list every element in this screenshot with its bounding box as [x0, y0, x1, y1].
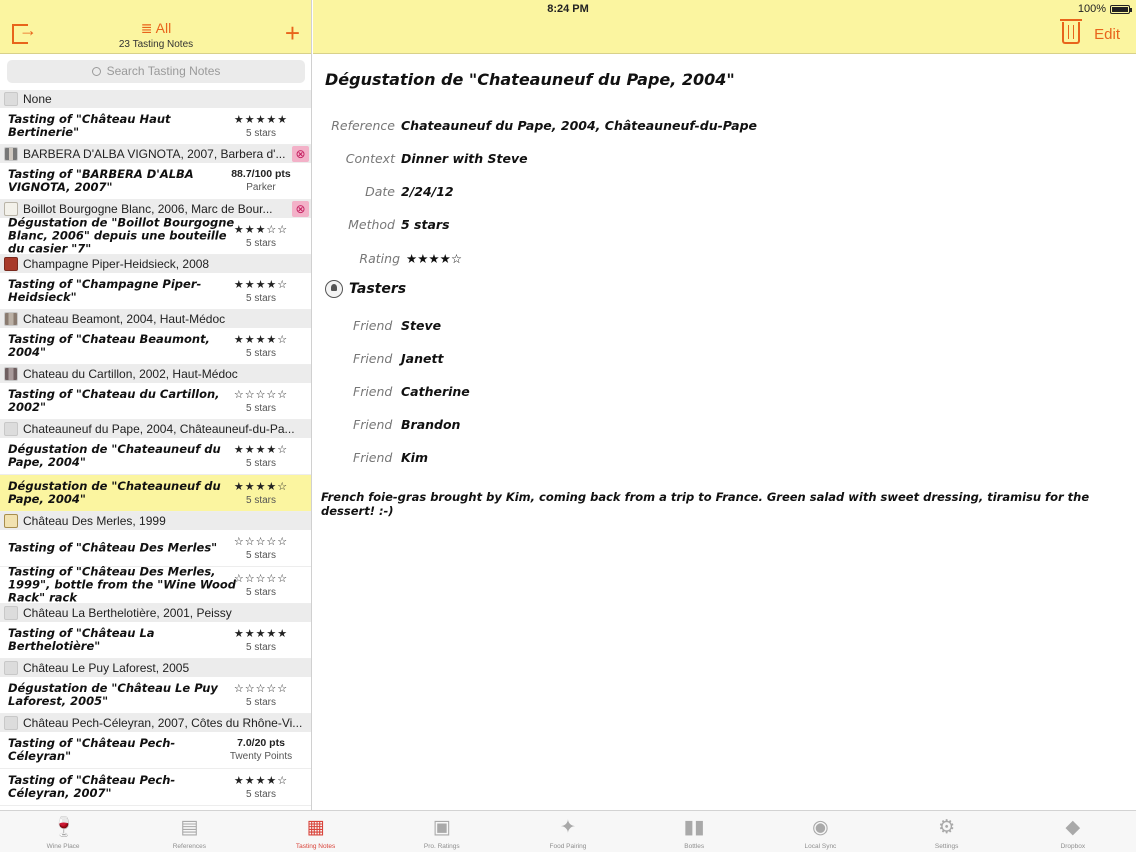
section-title: Château La Berthelotière, 2001, Peissy [23, 606, 232, 620]
rating-block [226, 168, 296, 193]
tasting-note-title: Tasting of "Chateau Beaumont, 2004" [8, 332, 210, 359]
section-header [0, 310, 312, 328]
tasting-note-title: Tasting of "Château Pech-Céleyran" [8, 736, 176, 763]
field-method[interactable] [325, 217, 450, 232]
tab-references[interactable] [126, 811, 252, 852]
field-label: Date [365, 184, 395, 199]
arrow-right-icon: → [19, 20, 37, 40]
friend-label: Friend [353, 318, 393, 333]
tasting-note-row[interactable] [0, 677, 312, 714]
section-title: Boillot Bourgogne Blanc, 2006, Marc de Bour... [23, 202, 273, 216]
section-title: None [23, 92, 52, 106]
tab-label: Dropbox [1060, 843, 1086, 850]
tasting-note-title: Dégustation de "Château Le Puy Laforest, 2005" [8, 681, 218, 708]
tab-bottles[interactable] [631, 811, 757, 852]
rating-method: 5 stars [245, 697, 276, 708]
rating-stars: ★★★★☆ [233, 480, 289, 493]
tasting-note-row[interactable] [0, 328, 312, 365]
pro-ratings-icon: ▣ [432, 817, 451, 838]
filter-label: All [155, 20, 172, 36]
tab-label: Wine Place [46, 843, 80, 850]
friend-name: Kim [401, 450, 428, 465]
field-date[interactable] [325, 184, 454, 199]
field-value: 2/24/12 [401, 184, 454, 199]
tasting-note-title: Tasting of "Chateau du Cartillon, 2002" [8, 387, 220, 414]
rating-stars: ★★★★★ [233, 113, 289, 126]
rating-stars: ☆☆☆☆☆ [233, 388, 289, 401]
section-header [0, 659, 312, 677]
field-value: 5 stars [401, 217, 450, 232]
wine-thumbnail [4, 661, 18, 675]
tasting-note-title: Tasting of "BARBERA D'ALBA VIGNOTA, 2007" [8, 167, 194, 194]
rating-method: 5 stars [245, 458, 276, 469]
rating-block [226, 223, 296, 249]
tab-local-sync[interactable] [757, 811, 883, 852]
section-title: Château Des Merles, 1999 [23, 514, 166, 528]
tasting-note-row[interactable] [0, 622, 312, 659]
wine-thumbnail [4, 422, 18, 436]
tab-label: References [172, 843, 206, 850]
tasting-note-row[interactable] [0, 108, 312, 145]
tasting-note-title: Dégustation de "Chateauneuf du Pape, 2004" [8, 479, 221, 506]
tasting-note-title: Dégustation de "Boillot Bourgogne Blanc, 2006" depuis une bouteille du casier "7" [8, 215, 235, 256]
rating-block [226, 682, 296, 708]
tasting-note-row[interactable] [0, 769, 312, 806]
tab-wine-place[interactable] [0, 811, 126, 852]
rating-stars: ★★★★☆ [233, 443, 289, 456]
tasting-note-row[interactable] [0, 564, 312, 605]
section-header [0, 604, 312, 622]
rating-score: 88.7/100 pts [231, 168, 291, 180]
section-header [0, 145, 312, 163]
tasting-note-title: Tasting of "Château La Berthelotière" [8, 626, 155, 653]
rating-stars: ★★★★☆ [233, 333, 289, 346]
local-sync-icon: ◉ [812, 817, 829, 838]
tab-tasting-notes[interactable] [252, 811, 378, 852]
wine-thumbnail [4, 312, 18, 326]
friend-name: Janett [401, 351, 444, 366]
tasting-note-row[interactable] [0, 383, 312, 420]
wine-thumbnail [4, 147, 18, 161]
tab-label: Settings [934, 843, 959, 850]
wine-thumbnail [4, 92, 18, 106]
list-filter-icon: ≣ [140, 20, 156, 36]
rating-block [226, 443, 296, 469]
wine-thumbnail [4, 257, 18, 271]
wine-thumbnail [4, 367, 18, 381]
friend-name: Steve [401, 318, 442, 333]
notes-count: 23 Tasting Notes [118, 39, 194, 50]
rating-block [226, 572, 296, 598]
tab-pro-ratings[interactable] [379, 811, 505, 852]
rating-stars: ☆☆☆☆☆ [233, 572, 289, 585]
tasting-note-row[interactable] [0, 163, 312, 200]
section-header [0, 714, 312, 732]
tasting-note-title: Tasting of "Château Des Merles, 1999", bottle from the "Wine Wood Rack" rack [8, 564, 236, 605]
status-bar [0, 0, 1136, 18]
search-input[interactable] [7, 60, 305, 83]
search-icon [92, 67, 101, 76]
section-title: Champagne Piper-Heidsieck, 2008 [23, 257, 210, 271]
section-title: Château Pech-Céleyran, 2007, Côtes du Rhône-Vi... [23, 716, 303, 730]
friend-label: Friend [353, 351, 393, 366]
rating-method: 5 stars [245, 587, 276, 598]
edit-button[interactable]: Edit [1094, 26, 1120, 43]
trash-icon[interactable] [1062, 22, 1080, 44]
rating-source-badge-icon: ⊗ [292, 201, 309, 217]
tasting-note-title: Dégustation de "Chateauneuf du Pape, 2004" [8, 442, 221, 469]
plus-icon: + [284, 18, 300, 48]
rating-stars: ★★★★☆ [406, 251, 463, 266]
references-icon: ▤ [180, 817, 199, 838]
rating-method: 5 stars [245, 348, 276, 359]
rating-method: 5 stars [245, 128, 276, 139]
field-context[interactable] [325, 151, 528, 166]
wine-thumbnail [4, 514, 18, 528]
field-reference[interactable] [325, 118, 757, 133]
rating-method: Twenty Points [229, 751, 293, 762]
friend-label: Friend [353, 450, 393, 465]
dropbox-icon: ◆ [1065, 817, 1081, 838]
bottles-icon: ▮▮ [683, 817, 705, 838]
rating-block [226, 388, 296, 414]
tasting-note-row[interactable] [0, 475, 312, 512]
section-header [0, 420, 312, 438]
rating-block [226, 480, 296, 506]
detail-pane [313, 0, 1136, 810]
tasters-heading [325, 280, 406, 298]
rating-method: 5 stars [245, 550, 276, 561]
field-value: Dinner with Steve [401, 151, 528, 166]
food-pairing-icon: ✦ [560, 817, 576, 838]
field-label: Context [345, 151, 395, 166]
add-button[interactable] [285, 20, 300, 46]
tab-label: Local Sync [804, 843, 837, 850]
field-label: Reference [331, 118, 395, 133]
settings-icon: ⚙ [938, 817, 956, 838]
tab-settings[interactable] [884, 811, 1010, 852]
taster-row[interactable] [353, 450, 428, 465]
rating-stars: ★★★★☆ [233, 278, 289, 291]
rating-block [226, 774, 296, 800]
tab-food-pairing[interactable] [505, 811, 631, 852]
tasting-note-title: Tasting of "Château Pech-Céleyran, 2007" [8, 773, 176, 800]
taster-row[interactable] [353, 417, 460, 432]
rating-stars: ★★★☆☆ [233, 223, 289, 236]
rating-stars: ★★★★★ [233, 627, 289, 640]
rating-block [226, 113, 296, 139]
tasting-note-title: Tasting of "Château Haut Bertinerie" [8, 112, 171, 139]
section-title: Château Le Puy Laforest, 2005 [23, 661, 190, 675]
taster-row[interactable] [353, 384, 470, 399]
section-title: BARBERA D'ALBA VIGNOTA, 2007, Barbera d'... [23, 147, 286, 161]
tab-label: Food Pairing [549, 843, 587, 850]
section-title: Chateau Beamont, 2004, Haut-Médoc [23, 312, 226, 326]
rating-block [226, 737, 296, 762]
friend-name: Brandon [401, 417, 461, 432]
rating-score: 7.0/20 pts [237, 737, 285, 749]
section-header [0, 90, 312, 108]
friend-label: Friend [353, 417, 393, 432]
note-title: Dégustation de "Chateauneuf du Pape, 2004" [325, 70, 735, 89]
rating-stars: ☆☆☆☆☆ [233, 682, 289, 695]
rating-method: 5 stars [245, 293, 276, 304]
section-header [0, 365, 312, 383]
wine-thumbnail [4, 606, 18, 620]
wine-thumbnail [4, 202, 18, 216]
rating-block [226, 627, 296, 653]
tasters-label: Tasters [349, 281, 407, 297]
tab-label: Tasting Notes [295, 843, 336, 850]
tab-label: Bottles [684, 843, 705, 850]
field-value: Chateauneuf du Pape, 2004, Châteauneuf-du-Pape [401, 118, 758, 133]
rating-method: 5 stars [245, 403, 276, 414]
section-title: Chateau du Cartillon, 2002, Haut-Médoc [23, 367, 238, 381]
field-label: Rating [359, 251, 400, 266]
section-header [0, 512, 312, 530]
wine-place-icon: 🍷 [52, 817, 76, 838]
battery-icon [1110, 5, 1130, 14]
tasting-note-title: Tasting of "Château Des Merles" [8, 540, 218, 555]
tasting-note-row[interactable] [0, 530, 312, 567]
tasting-note-row[interactable] [0, 732, 312, 769]
rating-stars: ☆☆☆☆☆ [233, 535, 289, 548]
rating-method: 5 stars [245, 789, 276, 800]
tasting-note-title: Tasting of "Champagne Piper-Heidsieck" [8, 277, 202, 304]
taster-row[interactable] [353, 351, 443, 366]
rating-block [226, 333, 296, 359]
taster-icon [325, 280, 343, 298]
rating-source-badge-icon: ⊗ [292, 146, 309, 162]
field-rating[interactable] [343, 251, 462, 266]
master-pane [0, 0, 312, 810]
status-battery [1078, 3, 1130, 15]
tasting-note-row[interactable] [0, 215, 312, 256]
battery-percent: 100% [1077, 3, 1106, 15]
wine-thumbnail [4, 716, 18, 730]
rating-method: 5 stars [245, 642, 276, 653]
rating-method: 5 stars [245, 238, 276, 249]
section-header [0, 255, 312, 273]
tasting-notes-icon: ▦ [306, 817, 325, 838]
taster-row[interactable] [353, 318, 441, 333]
status-time: 8:24 PM [547, 3, 589, 15]
note-comments: French foie-gras brought by Kim, coming back from a trip to France. Green salad with sweet dressing, tiramisu for the dessert! :-) [321, 490, 1090, 518]
tasting-note-row[interactable] [0, 273, 312, 310]
tab-bar [0, 810, 1136, 852]
field-label: Method [348, 217, 395, 232]
rating-block [226, 278, 296, 304]
section-title: Chateauneuf du Pape, 2004, Châteauneuf-du-Pa... [23, 422, 295, 436]
tasting-note-row[interactable] [0, 438, 312, 475]
tab-dropbox[interactable] [1010, 811, 1136, 852]
rating-block [226, 535, 296, 561]
search-placeholder: Search Tasting Notes [106, 64, 221, 78]
friend-label: Friend [353, 384, 393, 399]
rating-method: Parker [246, 182, 276, 193]
tab-label: Pro. Ratings [423, 843, 460, 850]
rating-stars: ★★★★☆ [233, 774, 289, 787]
rating-method: 5 stars [245, 495, 276, 506]
tasting-notes-list[interactable] [0, 90, 312, 810]
friend-name: Catherine [401, 384, 470, 399]
filter-title[interactable] [0, 20, 312, 50]
